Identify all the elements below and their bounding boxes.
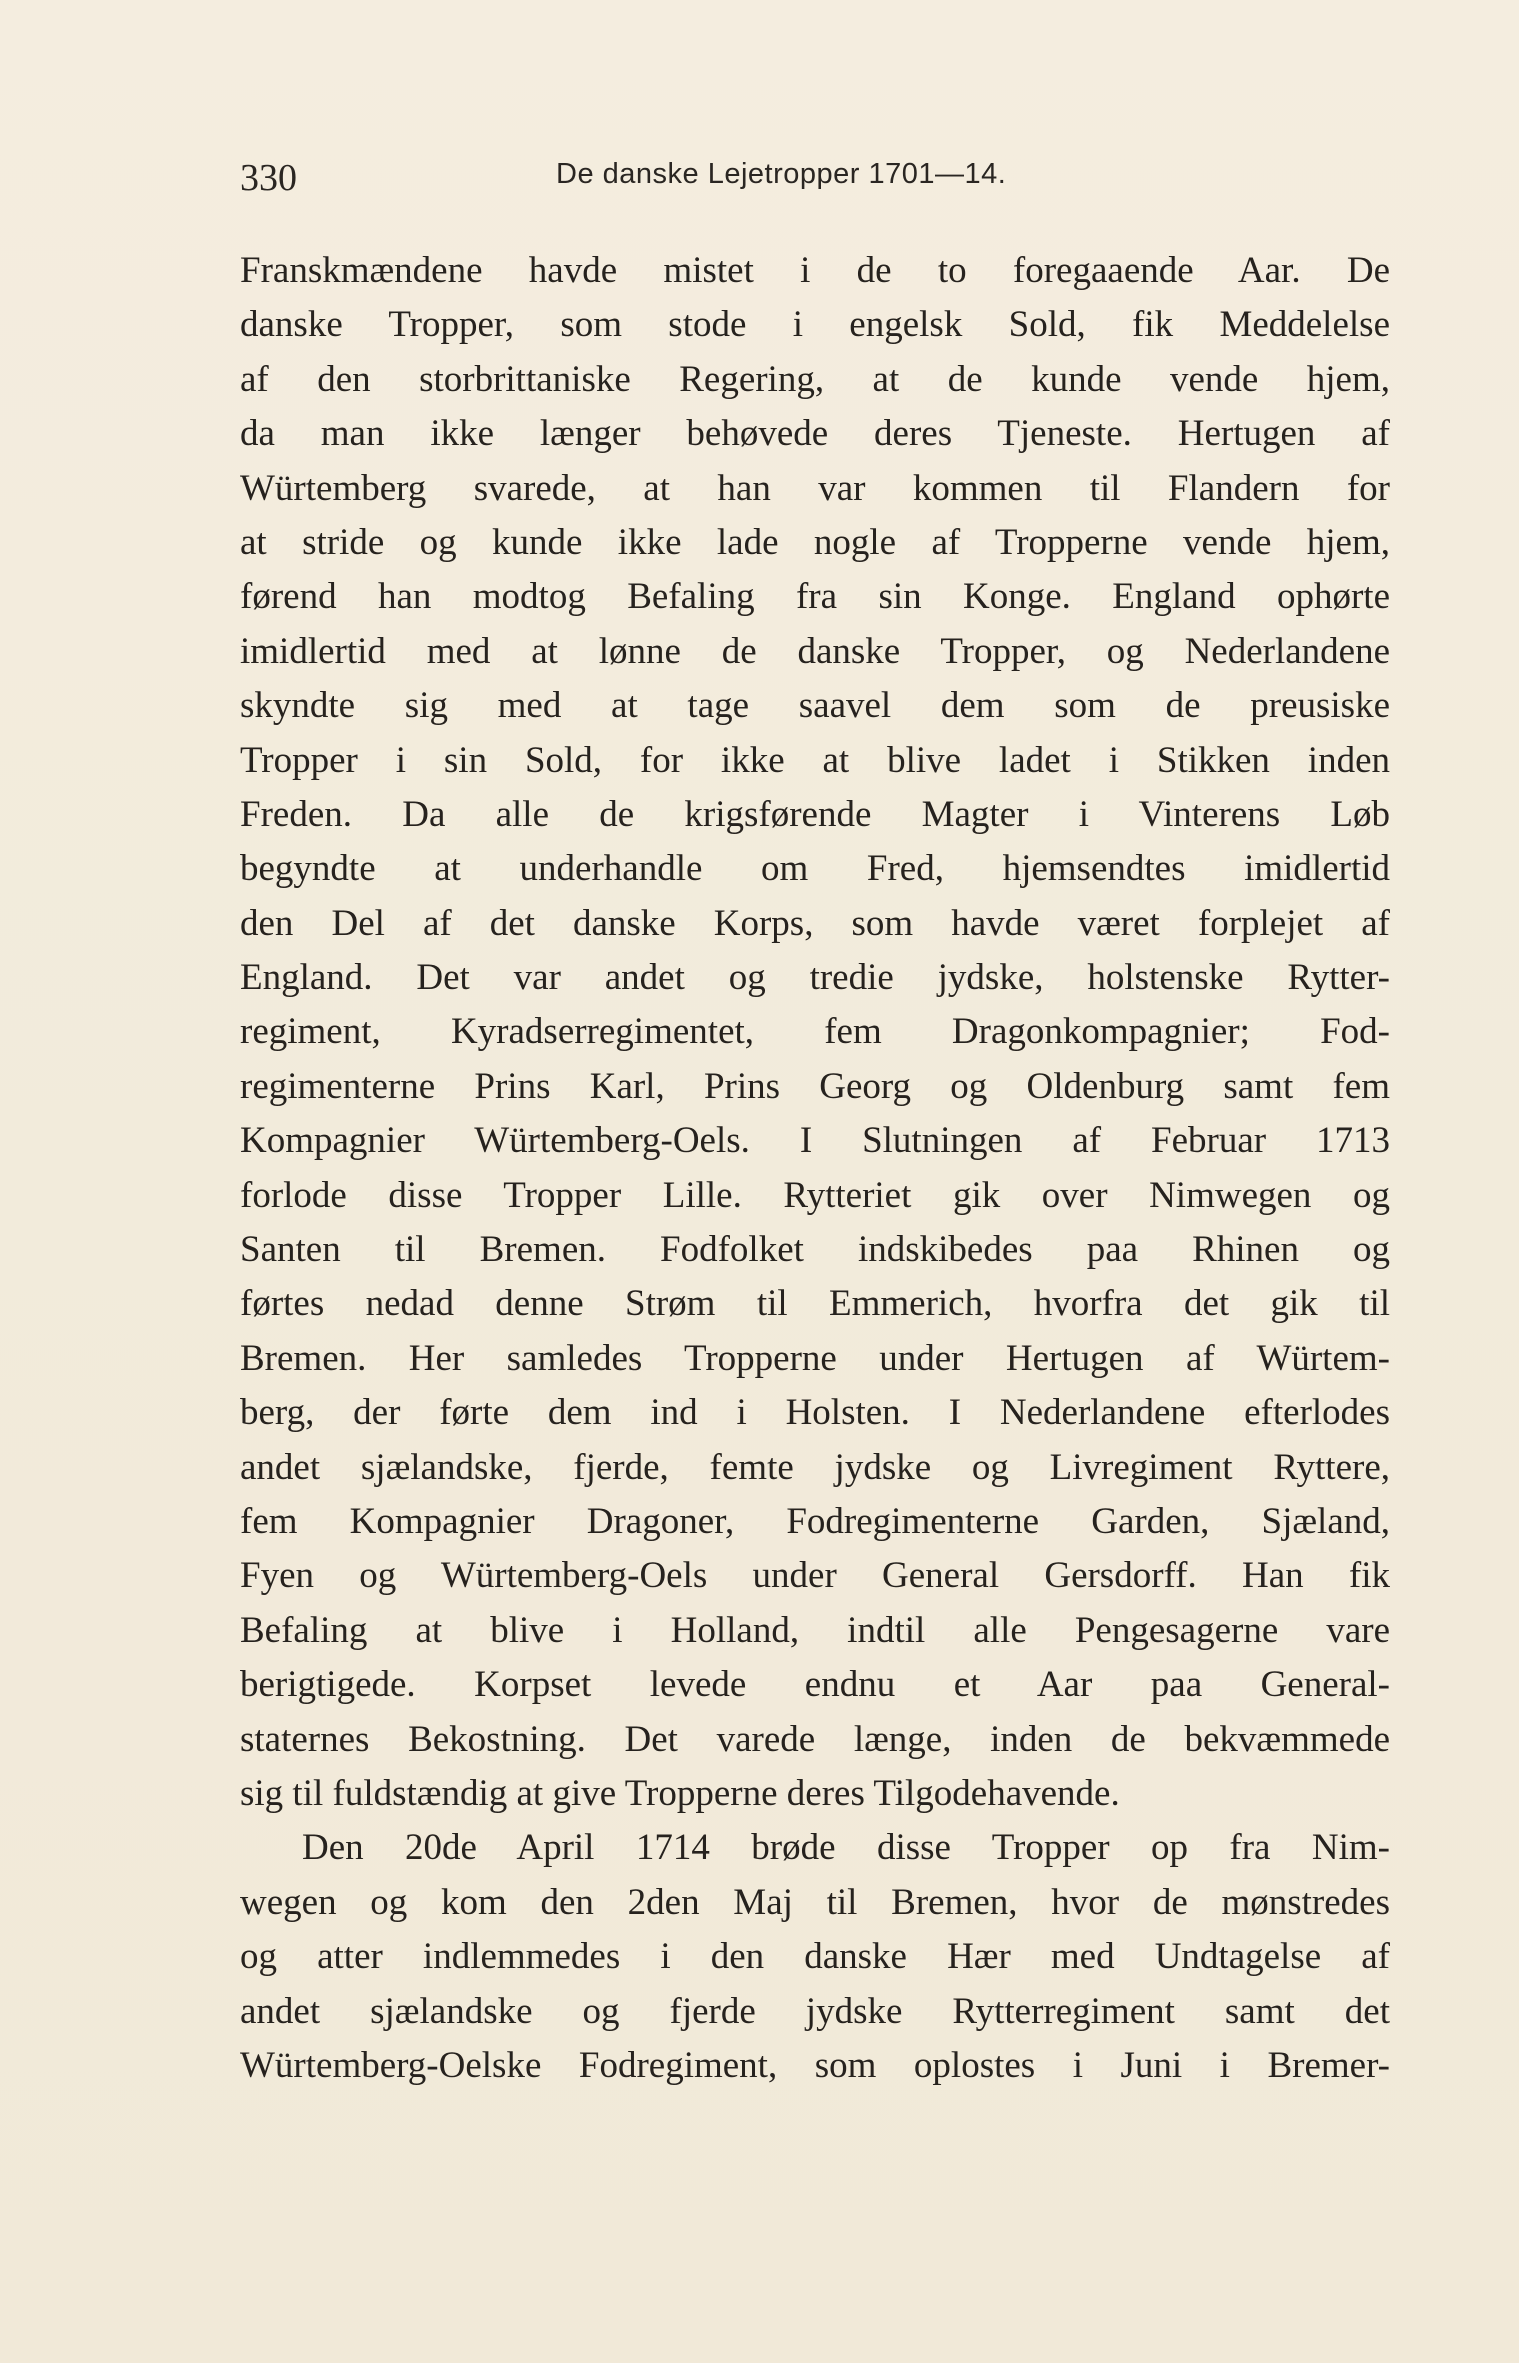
text-line: Würtemberg-Oelske Fodregiment, som oplostes i Juni i Bremer- [240,2044,1390,2086]
text-line: da man ikke længer behøvede deres Tjeneste. Hertugen af [240,413,1390,455]
text-line: Den 20de April 1714 brøde disse Tropper op fra Nim- [302,1827,1390,1869]
text-line: Franskmændene havde mistet i de to foregaaende Aar. De [240,250,1390,291]
text-line: regiment, Kyradserregimentet, fem Dragonkompagnier; Fod- [240,1011,1390,1053]
text-line: Freden. Da alle de krigsførende Magter i Vinterens Løb [240,793,1390,835]
text-line: Bremen. Her samledes Tropperne under Hertugen af Würtem- [240,1337,1390,1379]
text-line: sig til fuldstændig at give Tropperne deres Tilgodehavende. [240,1772,1120,1814]
text-line: forlode disse Tropper Lille. Rytteriet gik over Nimwegen og [240,1174,1390,1216]
text-line: berg, der førte dem ind i Holsten. I Nederlandene efterlodes [240,1392,1390,1434]
text-line: andet sjælandske, fjerde, femte jydske og Livregiment Ryttere, [240,1446,1390,1488]
text-line: den Del af det danske Korps, som havde været forplejet af [240,902,1390,944]
text-line: England. Det var andet og tredie jydske, holstenske Rytter- [240,957,1390,999]
text-line: danske Tropper, som stode i engelsk Sold, fik Meddelelse [240,304,1390,346]
text-line: andet sjælandske og fjerde jydske Rytterregiment samt det [240,1990,1390,2032]
text-line: Tropper i sin Sold, for ikke at blive ladet i Stikken inden [240,739,1390,781]
text-line: begyndte at underhandle om Fred, hjemsendtes imidlertid [240,848,1390,890]
text-line: Santen til Bremen. Fodfolket indskibedes paa Rhinen og [240,1229,1390,1271]
text-line: Kompagnier Würtemberg-Oels. I Slutningen af Februar 1713 [240,1120,1390,1162]
text-line: Würtemberg svarede, at han var kommen til Flandern for [240,467,1390,509]
body-text [240,244,1390,2093]
text-line: af den storbrittaniske Regering, at de kunde vende hjem, [240,358,1390,400]
text-line: regimenterne Prins Karl, Prins Georg og Oldenburg samt fem [240,1065,1390,1107]
text-line: berigtigede. Korpset levede endnu et Aar paa General- [240,1664,1390,1706]
text-line: skyndte sig med at tage saavel dem som de preusiske [240,685,1390,727]
text-line: førend han modtog Befaling fra sin Konge. England ophørte [240,576,1390,618]
text-line: og atter indlemmedes i den danske Hær med Undtagelse af [240,1936,1390,1978]
paragraph [240,1821,1390,2093]
text-line: wegen og kom den 2den Maj til Bremen, hvor de mønstredes [240,1881,1390,1923]
text-line: staternes Bekostning. Det varede længe, inden de bekvæmmede [240,1718,1390,1760]
text-line: at stride og kunde ikke lade nogle af Tropperne vende hjem, [240,521,1390,563]
page-header [240,150,1080,200]
page-number: 330 [240,157,297,199]
text-line: Fyen og Würtemberg-Oels under General Gersdorff. Han fik [240,1555,1390,1597]
paragraph [240,244,1390,1821]
text-line: Befaling at blive i Holland, indtil alle Pengesagerne vare [240,1609,1390,1651]
text-line: førtes nedad denne Strøm til Emmerich, hvorfra det gik til [240,1283,1390,1325]
text-line: imidlertid med at lønne de danske Tropper, og Nederlandene [240,630,1390,672]
running-head: De danske Lejetropper 1701—14. [556,158,1007,190]
text-line: fem Kompagnier Dragoner, Fodregimenterne Garden, Sjæland, [240,1500,1390,1542]
